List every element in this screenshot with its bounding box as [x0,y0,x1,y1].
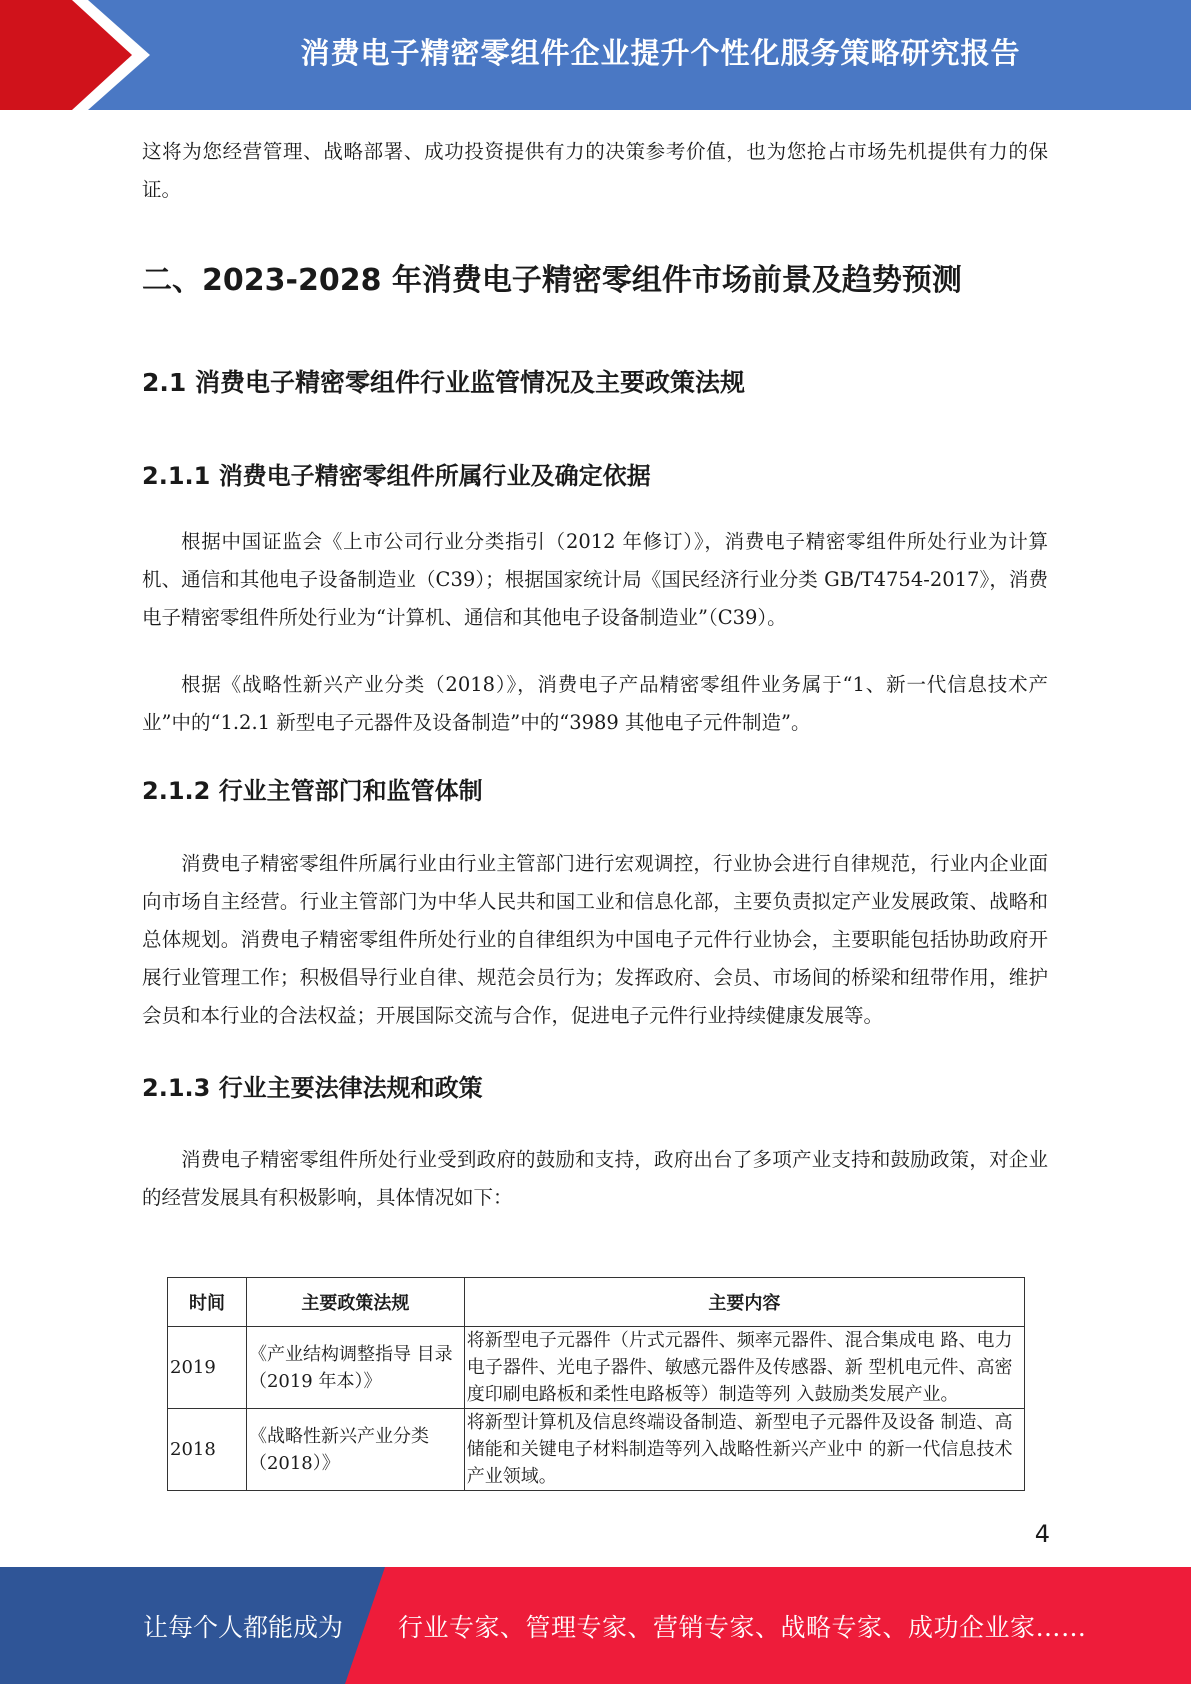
footer-banner [0,1567,1191,1684]
policy-table [167,1277,1025,1491]
paragraph-2-1-2: 消费电子精密零组件所属行业由行业主管部门进行宏观调控，行业协会进行自律规范，行业内企业面向市场自主经营。行业主管部门为中华人民共和国工业和信息化部，主要负责拟定产业发展政策、战略和总体规划。消费电子精密零组件所处行业的自律组织为中国电子元件行业协会，主要职能包括协助政府开展行业管理工作；积极倡导行业自律、规范会员行为；发挥政府、会员、市场间的桥梁和纽带作用，维护会员和本行业的合法权益；开展国际交流与合作，促进电子元件行业持续健康发展等。 [142,852,1048,1027]
paragraph-2-1-1-b: 根据《战略性新兴产业分类（2018）》，消费电子产品精密零组件业务属于“1、新一代信息技术产业”中的“1.2.1 新型电子元器件及设备制造”中的“3989 其他电子元件制造”。 [142,673,1048,734]
table-cell-content: 将新型计算机及信息终端设备制造、新型电子元器件及设备 制造、高储能和关键电子材料制造等列入战略性新兴产业中 的新一代信息技术产业领域。 [464,1409,1024,1491]
table-row [168,1409,1025,1491]
subsection-title: 2.1 消费电子精密零组件行业监管情况及主要政策法规 [142,368,745,397]
subsection-2-1-2-title: 2.1.2 行业主管部门和监管体制 [142,777,483,805]
column-header-time: 时间 [168,1278,247,1327]
subsection-2-1-1-title: 2.1.1 消费电子精密零组件所属行业及确定依据 [142,462,651,490]
table-header-row [168,1278,1025,1327]
intro-paragraph: 这将为您经营管理、战略部署、成功投资提供有力的决策参考价值，也为您抢占市场先机提供有力的保证。 [142,140,1048,201]
subsection-2-1-3-title: 2.1.3 行业主要法律法规和政策 [142,1074,483,1102]
page-number: 4 [1034,1520,1050,1548]
footer-slogan-left: 让每个人都能成为 [143,1612,344,1642]
table-row [168,1327,1025,1409]
header-chevron-decoration [0,0,160,110]
table-cell-content: 将新型电子元器件（片式元器件、频率元器件、混合集成电 路、电力电子器件、光电子器件、敏感元器件及传感器、新 型机电元件、高密度印刷电路板和柔性电路板等）制造等列 入鼓励类发展产业。 [464,1327,1024,1409]
table-cell-year: 2019 [168,1327,247,1409]
table-cell-year: 2018 [168,1409,247,1491]
table-cell-policy: 《产业结构调整指导 目录（2019 年本）》 [246,1327,464,1409]
paragraph-2-1-3: 消费电子精密零组件所处行业受到政府的鼓励和支持，政府出台了多项产业支持和鼓励政策，对企业的经营发展具有积极影响，具体情况如下： [142,1148,1048,1209]
footer-slogan-right: 行业专家、管理专家、营销专家、战略专家、成功企业家…… [398,1612,1087,1642]
header-banner [0,0,1191,110]
paragraph-2-1-1-a: 根据中国证监会《上市公司行业分类指引（2012 年修订）》，消费电子精密零组件所处行业为计算机、通信和其他电子设备制造业（C39）；根据国家统计局《国民经济行业分类 GB/T4754-2017》，消费电子精密零组件所处行业为“计算机、通信和其他电子设备制造业”（C39）。 [142,530,1048,629]
column-header-policy: 主要政策法规 [246,1278,464,1327]
policy-table-clip [160,1270,1040,1518]
report-title: 消费电子精密零组件企业提升个性化服务策略研究报告 [300,35,1021,70]
table-cell-policy: 《战略性新兴产业分类（2018）》 [246,1409,464,1491]
main-content [142,133,1048,1217]
section-title: 二、2023-2028 年消费电子精密零组件市场前景及趋势预测 [142,263,962,298]
column-header-content: 主要内容 [464,1278,1024,1327]
